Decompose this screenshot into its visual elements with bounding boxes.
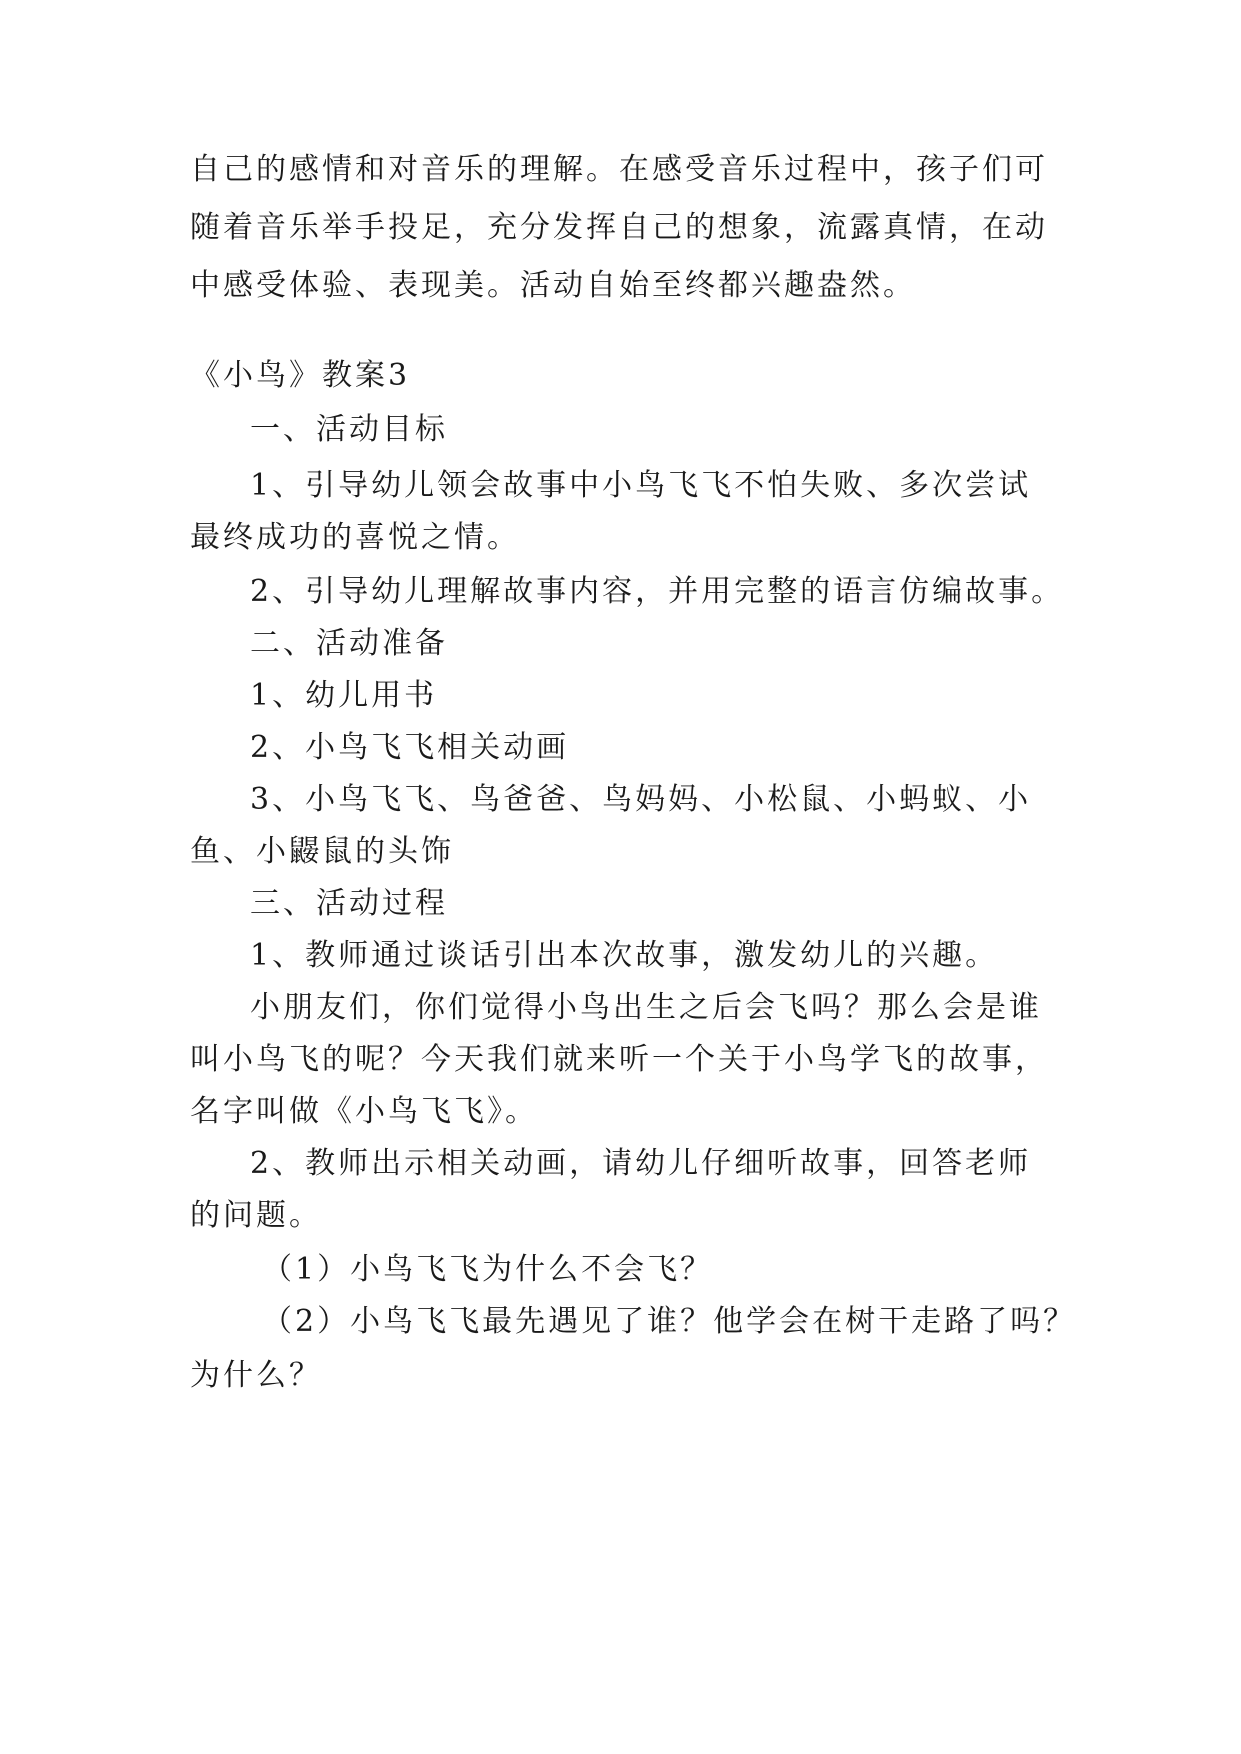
heading-activity-goals: 一、活动目标 — [250, 412, 448, 447]
paragraph-line: 1、引导幼儿领会故事中小鸟飞飞不怕失败、多次尝试 — [250, 468, 1032, 503]
section-title: 《小鸟》教案3 — [190, 358, 411, 393]
question-item: （1）小鸟飞飞为什么不会飞？ — [262, 1252, 714, 1287]
paragraph-line: 为什么？ — [190, 1358, 322, 1393]
list-item: 2、小鸟飞飞相关动画 — [250, 730, 570, 765]
paragraph-line: 中感受体验、表现美。活动自始至终都兴趣盎然。 — [190, 268, 916, 303]
paragraph-line: 2、教师出示相关动画，请幼儿仔细听故事，回答老师 — [250, 1146, 1032, 1181]
question-item: （2）小鸟飞飞最先遇见了谁？他学会在树干走路了吗？ — [262, 1304, 1077, 1339]
paragraph-line: 1、教师通过谈话引出本次故事，激发幼儿的兴趣。 — [250, 938, 999, 973]
paragraph-line: 鱼、小鼹鼠的头饰 — [190, 834, 454, 869]
paragraph-line: 的问题。 — [190, 1198, 322, 1233]
paragraph-line: 2、引导幼儿理解故事内容，并用完整的语言仿编故事。 — [250, 574, 1065, 609]
paragraph-line: 小朋友们，你们觉得小鸟出生之后会飞吗？那么会是谁 — [250, 990, 1042, 1025]
paragraph-line: 自己的感情和对音乐的理解。在感受音乐过程中，孩子们可 — [190, 152, 1048, 187]
list-item: 1、幼儿用书 — [250, 678, 438, 713]
paragraph-line: 最终成功的喜悦之情。 — [190, 520, 520, 555]
heading-activity-process: 三、活动过程 — [250, 886, 448, 921]
paragraph-line: 名字叫做《小鸟飞飞》。 — [190, 1094, 538, 1129]
list-item: 3、小鸟飞飞、鸟爸爸、鸟妈妈、小松鼠、小蚂蚁、小 — [250, 782, 1032, 817]
paragraph-line: 随着音乐举手投足，充分发挥自己的想象，流露真情，在动 — [190, 210, 1048, 245]
paragraph-line: 叫小鸟飞的呢？今天我们就来听一个关于小鸟学飞的故事， — [190, 1042, 1048, 1077]
heading-activity-prep: 二、活动准备 — [250, 626, 448, 661]
